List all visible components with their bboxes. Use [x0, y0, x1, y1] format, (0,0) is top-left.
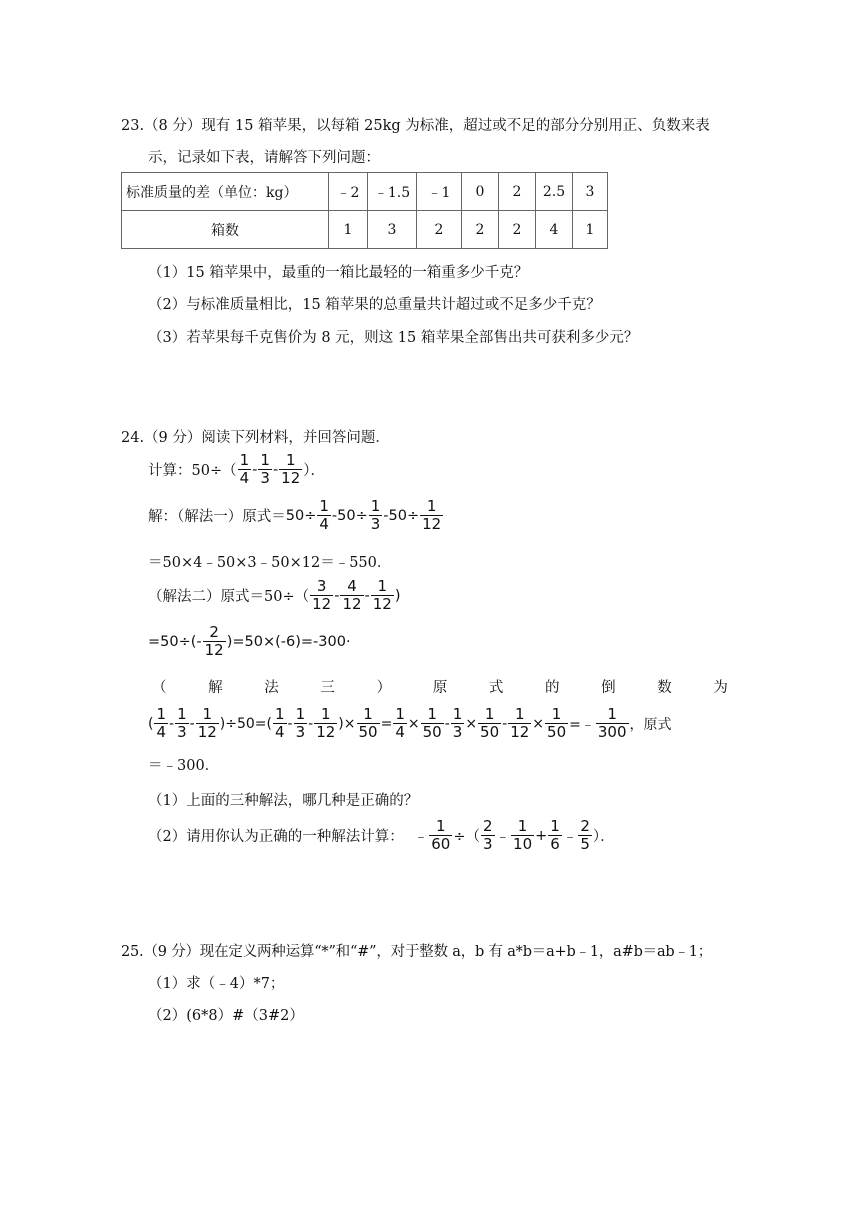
- q25-sub2: （2）(6*8）#（3#2）: [148, 1008, 304, 1024]
- q23-sub3: （3）若苹果每千克售价为 8 元，则这 15 箱苹果全部售出共可获利多少元？: [148, 330, 639, 346]
- table-cell: ﹣1.5: [368, 173, 417, 211]
- table-cell: 3: [368, 211, 417, 249]
- table-cell: 1: [329, 211, 368, 249]
- table-cell: 1: [573, 211, 608, 249]
- q24-calc-prefix: 计算：50÷（: [148, 463, 237, 479]
- table-cell: 3: [573, 173, 608, 211]
- table-cell: 4: [536, 211, 573, 249]
- q24-calc: 计算：50÷（ 1 4 - 1 3 - 1 12 ）．: [148, 451, 326, 487]
- table-header-cell: 标准质量的差（单位：kg）: [122, 173, 329, 211]
- table-cell: 2: [499, 211, 536, 249]
- q24-sol3-heading: （ 解 法 三 ） 原 式 的 倒 数 为: [152, 680, 728, 696]
- table-cell: 2.5: [536, 173, 573, 211]
- table-cell: 2: [499, 173, 536, 211]
- q24-sol3-result: ＝﹣300．: [148, 758, 220, 774]
- fraction-1-4: 1 4: [239, 451, 250, 487]
- table-row: [122, 211, 608, 249]
- q24-sol3-tail: ，原式: [629, 716, 672, 733]
- q24-calc-suffix: ）．: [303, 463, 326, 479]
- q25-line1: 25.（9 分）现在定义两种运算“*”和“#”，对于整数 a，b 有 a*b＝a+b﹣1，a#b＝ab﹣1；: [121, 944, 713, 960]
- q23-line1: 23.（8 分）现有 15 箱苹果，以每箱 25kg 为标准，超过或不足的部分分别用正、负数来表: [121, 118, 710, 134]
- q23-line2: 示，记录如下表，请解答下列问题：: [148, 150, 380, 166]
- q24-sol1-prefix: 解：（解法一）原式＝: [148, 509, 286, 525]
- q24-sol2-line2: =50÷(- 2 12 )=50×(-6)=-300·: [148, 623, 351, 659]
- q24-sub1: （1）上面的三种解法，哪几种是正确的？: [148, 793, 419, 809]
- q24-sol1-result: ＝50×4﹣50×3﹣50×12＝﹣550．: [148, 555, 392, 571]
- table-row: [122, 173, 608, 211]
- fraction-1-3: 1 3: [260, 451, 270, 487]
- q23-sub2: （2）与标准质量相比，15 箱苹果的总重量共计超过或不足多少千克？: [148, 297, 601, 313]
- q23-table: [121, 172, 608, 249]
- q24-sol3-formula: ( 1 4 - 1 3 - 1 12 )÷50=( 1 4 - 1 3 - 1 12 )× $\frac{1}{50}$ = $\frac{1}{4}$ × $\frac{1}{50}$ - $\frac{1}{3}$ × $\frac{1}{50}$ - $\frac{1}{12}$ × $\frac{1}{50}$ =﹣ 1 300 ，原式: [148, 705, 672, 741]
- table-cell: 2: [417, 211, 462, 249]
- q24-sub2: （2）请用你认为正确的一种解法计算： ﹣ $\frac{1}{60}$ ÷（ 2 3 ﹣ 1 10 + $\frac{1}{6}$ ﹣ 2 5 ）．: [148, 817, 615, 853]
- q23-sub1: （1）15 箱苹果中，最重的一箱比最轻的一箱重多少千克？: [148, 265, 529, 281]
- q24-sub2-label: （2）请用你认为正确的一种解法计算：: [148, 829, 404, 845]
- fraction-1-12: 1 12: [281, 451, 301, 487]
- q24-sol1: 解：（解法一）原式＝ 50÷ $\frac{1}{4}$ -50÷ $\frac{1}{3}$ -50÷ $\frac{1}{12}$: [148, 497, 442, 533]
- table-cell: ﹣2: [329, 173, 368, 211]
- table-cell: 0: [462, 173, 499, 211]
- table-header-cell: 箱数: [122, 211, 329, 249]
- q24-sol2-prefix: （解法二）原式＝50÷（: [148, 589, 310, 605]
- table-cell: 2: [462, 211, 499, 249]
- table-cell: ﹣1: [417, 173, 462, 211]
- q24-intro: 24.（9 分）阅读下列材料，并回答问题．: [121, 430, 390, 446]
- q24-sub2-tail: ）．: [592, 829, 615, 845]
- q24-sol2: （解法二）原式＝50÷（ 3 12 - 4 12 - 1 12 ): [148, 577, 401, 613]
- q25-sub1: （1）求（﹣4）*7；: [148, 976, 285, 992]
